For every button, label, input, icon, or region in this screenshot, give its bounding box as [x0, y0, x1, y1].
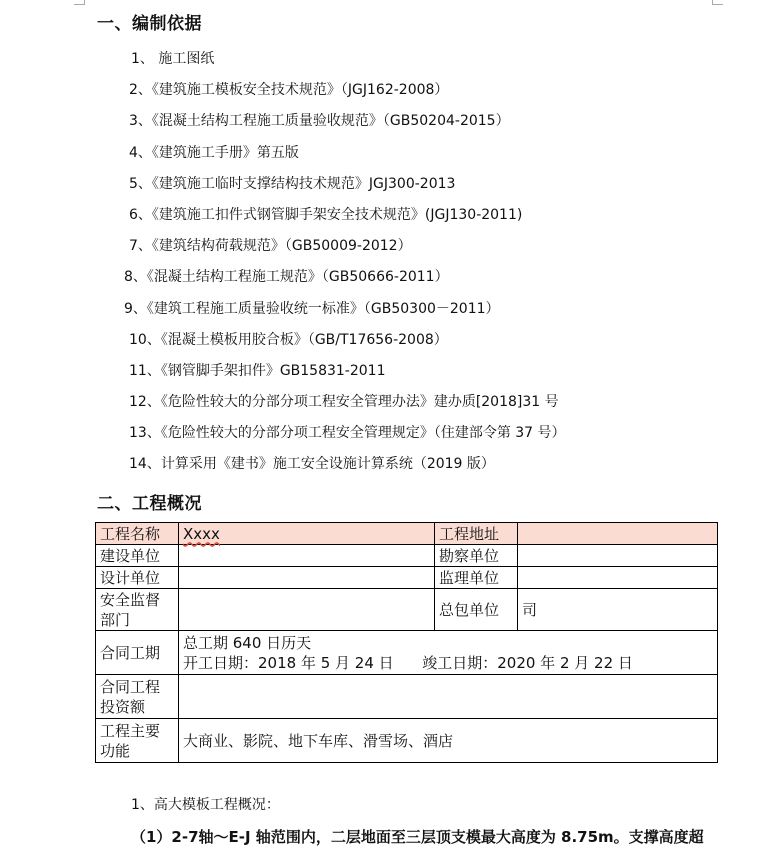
contract-period-label: 合同工期: [96, 631, 179, 675]
table-row: [96, 545, 718, 567]
project-name-value: [179, 523, 435, 545]
safety-label: 安全监督部门: [96, 589, 179, 631]
reference-item-13: 13、《危险性较大的分部分项工程安全管理规定》（住建部令第 37 号）: [129, 425, 566, 442]
project-info-table: [95, 522, 718, 763]
overview-item-1-1: （1）2-7轴～E-J 轴范围内，二层地面至三层顶支模最大高度为 8.75m。支撑高度超: [131, 828, 704, 846]
function-value: 大商业、影院、地下车库、滑雪场、酒店: [179, 719, 718, 763]
general-contractor-value: 司: [518, 589, 718, 631]
table-row: [96, 589, 718, 631]
project-name-text: Xxxx: [183, 524, 220, 543]
reference-item-14: 14、计算采用《建书》施工安全设施计算系统（2019 版）: [129, 456, 495, 473]
reference-item-5: 5、《建筑施工临时支撑结构技术规范》JGJ300-2013: [129, 175, 456, 192]
reference-item-11: 11、《钢管脚手架扣件》GB15831-2011: [129, 362, 386, 379]
table-row: [96, 675, 718, 719]
project-name-label: 工程名称: [96, 523, 179, 545]
builder-label: 建设单位: [96, 545, 179, 567]
reference-item-3: 3、《混凝土结构工程施工质量验收规范》（GB50204-2015）: [129, 113, 510, 130]
contract-period-dates: 开工日期：2018 年 5 月 24 日 竣工日期：2020 年 2 月 22 日: [183, 653, 633, 672]
reference-item-9: 9、《建筑工程施工质量验收统一标准》（GB50300－2011）: [124, 300, 500, 317]
reference-item-4: 4、《建筑施工手册》第五版: [129, 144, 299, 161]
overview-item-1: 1、高大模板工程概况：: [131, 797, 280, 813]
table-row: [96, 523, 718, 545]
reference-item-2: 2、《建筑施工模板安全技术规范》（JGJ162-2008）: [129, 82, 449, 99]
contract-period-value: [179, 631, 718, 675]
section-heading-basis: 一、编制依据: [97, 14, 202, 34]
builder-value: [179, 545, 435, 567]
reference-item-8: 8、《混凝土结构工程施工规范》（GB50666-2011）: [124, 269, 449, 286]
table-row: [96, 719, 718, 763]
table-row: [96, 567, 718, 589]
survey-label: 勘察单位: [435, 545, 518, 567]
investment-value: [179, 675, 718, 719]
survey-value: [518, 545, 718, 567]
general-contractor-label: 总包单位: [435, 589, 518, 631]
supervision-label: 监理单位: [435, 567, 518, 589]
design-value: [179, 567, 435, 589]
reference-item-6: 6、《建筑施工扣件式钢管脚手架安全技术规范》(JGJ130-2011): [129, 206, 523, 223]
reference-item-10: 10、《混凝土模板用胶合板》（GB/T17656-2008）: [129, 331, 448, 348]
design-label: 设计单位: [96, 567, 179, 589]
safety-value: [179, 589, 435, 631]
reference-list: [0, 44, 780, 481]
investment-label: 合同工程投资额: [96, 675, 179, 719]
table-row: [96, 631, 718, 675]
reference-item-7: 7、《建筑结构荷载规范》（GB50009-2012）: [129, 238, 412, 255]
function-label: 工程主要功能: [96, 719, 179, 763]
page-corner-mark-right: [712, 0, 723, 5]
page-corner-mark-left: [74, 0, 85, 5]
contract-period-total: 总工期 640 日历天: [183, 633, 312, 652]
reference-item-12: 12、《危险性较大的分部分项工程安全管理办法》建办质[2018]31 号: [129, 394, 559, 411]
reference-item-1: 1、 施工图纸: [131, 51, 215, 67]
project-address-label: 工程地址: [435, 523, 518, 545]
project-address-value: [518, 523, 718, 545]
supervision-value: [518, 567, 718, 589]
section-heading-overview: 二、工程概况: [97, 494, 202, 514]
